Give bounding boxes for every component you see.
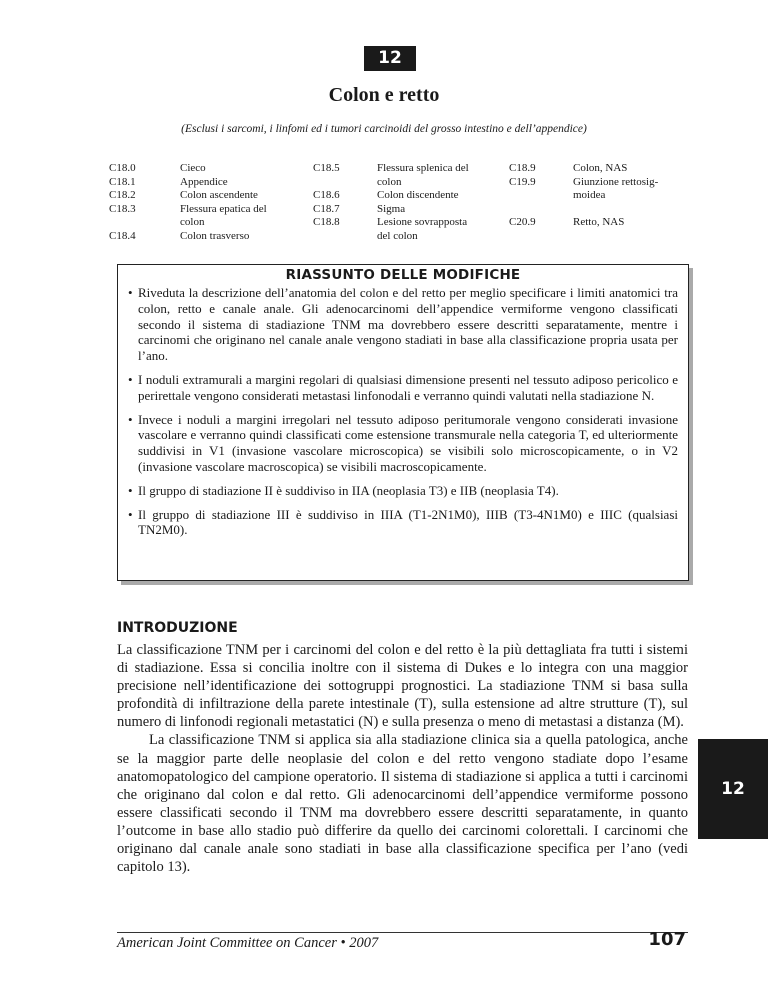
intro-paragraph: La classificazione TNM si applica sia alla stadiazione clinica sia a quella patologica, anche se la maggior parte delle neoplasie del colon e del retto vengono stadiate dopo l’esame anatomopatologico del campione operatorio. Il sistema di stadiazione si applica a tutti i carcinomi che originano dal colon e dal retto. Gli adenocarcinomi dell’appendice vermiforme possono essere classificati secondo il TNM ma dovrebbero essere descritti separatamente, in quanto l’outcome in base allo stadio può differire da quello dei carcinomi colorettali. I carcinomi che originano dal canale anale sono stadiati in base alla classificazione specifica per l’ano (vedi capitolo 13). xyxy=(117,732,688,876)
site-code: C18.8 xyxy=(313,216,340,228)
summary-list xyxy=(118,285,688,538)
site-name: Sigma xyxy=(377,202,406,215)
site-name: Colon ascendente xyxy=(180,189,258,201)
site-name: Lesione sovrapposta xyxy=(377,216,468,228)
site-code: C20.9 xyxy=(509,216,536,228)
site-name: Colon, NAS xyxy=(573,162,628,174)
summary-item: • Riveduta la descrizione dell’anatomia del colon e del retto per meglio specificare i limiti anatomici tra colon, retto e canale anale. Gli adenocarcinomi dell’appendice vermiforme vengono classificati secondo il sistema di stadiazione TNM ma dovrebbero essere descritti separatamente, mentre i carcinomi che originano nel canale anale vengono stadiati in base alla classificazione propria usata per l’ano. xyxy=(128,285,678,364)
site-name-cont: colon xyxy=(180,216,205,228)
site-code: C18.2 xyxy=(109,189,136,201)
page-number: 107 xyxy=(648,929,686,950)
site-code: C18.6 xyxy=(313,189,340,201)
site-code: C18.9 xyxy=(509,162,536,174)
site-name: Flessura splenica del xyxy=(377,162,469,174)
site-name: Flessura epatica del xyxy=(180,202,267,215)
summary-of-changes-box xyxy=(117,264,689,581)
site-name-cont: moidea xyxy=(573,189,606,201)
chapter-side-tab: 12 xyxy=(698,739,768,839)
section-heading: INTRODUZIONE xyxy=(117,620,238,636)
summary-item: • I noduli extramurali a margini regolari di qualsiasi dimensione presenti nel tessuto adiposo pericolico e perirettale vengono considerati metastasi linfonodali e verranno quindi valutati nella stadiazione N. xyxy=(128,372,678,404)
intro-body xyxy=(117,641,688,876)
site-code: C18.3 xyxy=(109,202,136,215)
site-name: Appendice xyxy=(180,175,228,188)
site-name: Cieco xyxy=(180,162,206,174)
site-name: Colon trasverso xyxy=(180,229,250,242)
chapter-title: Colon e retto xyxy=(328,84,440,106)
site-name: Colon discendente xyxy=(377,189,459,201)
chapter-subtitle: (Esclusi i sarcomi, i linfomi ed i tumori carcinoidi del grosso intestino e dell’appendice) xyxy=(181,123,587,135)
intro-paragraph: La classificazione TNM per i carcinomi del colon e del retto è la più dettagliata fra tutti i sistemi di stadiazione. Essa si concilia inoltre con il sistema di Dukes e lo integra con una maggior precisione nell’identificazione dei sottogruppi prognostici. La stadiazione TNM si basa sulla profondità di infiltrazione della parete intestinale (T), sulla estensione ad altre strutture (T), sul numero di linfonodi regionali metastatici (N) e sulla presenza o meno di metastasi a distanza (M). xyxy=(117,642,688,731)
site-name-cont: del colon xyxy=(377,229,418,242)
summary-title: RIASSUNTO DELLE MODIFICHE xyxy=(285,267,521,283)
site-code: C18.4 xyxy=(109,229,136,242)
site-code: C18.5 xyxy=(313,162,340,174)
site-code: C19.9 xyxy=(509,175,536,188)
site-name-cont: colon xyxy=(377,175,402,188)
footer-publisher: American Joint Committee on Cancer • 2007 xyxy=(117,935,379,951)
summary-item: • Il gruppo di stadiazione II è suddiviso in IIA (neoplasia T3) e IIB (neoplasia T4). xyxy=(128,483,678,499)
site-code: C18.7 xyxy=(313,202,340,215)
summary-item: • Invece i noduli a margini irregolari nel tessuto adiposo peritumorale vengono considerati invasione vascolare e verranno quindi classificati come estensione transmurale nella categoria T, ed ulteriormente suddivisi in V1 (invasione vascolare microscopica) se visibili solo microscopicamente, o in V2 (invasione vascolare macroscopica) se visibili macroscopicamente. xyxy=(128,412,678,475)
chapter-number-badge: 12 xyxy=(364,46,416,71)
site-code: C18.1 xyxy=(109,175,136,188)
summary-item: • Il gruppo di stadiazione III è suddiviso in IIIA (T1-2N1M0), IIIB (T3-4N1M0) e IIIC (qualsiasi TN2M0). xyxy=(128,507,678,539)
footer-divider xyxy=(117,932,688,933)
site-code: C18.0 xyxy=(109,162,136,174)
site-name: Giunzione rettosig- xyxy=(573,175,659,188)
site-name: Retto, NAS xyxy=(573,216,625,228)
